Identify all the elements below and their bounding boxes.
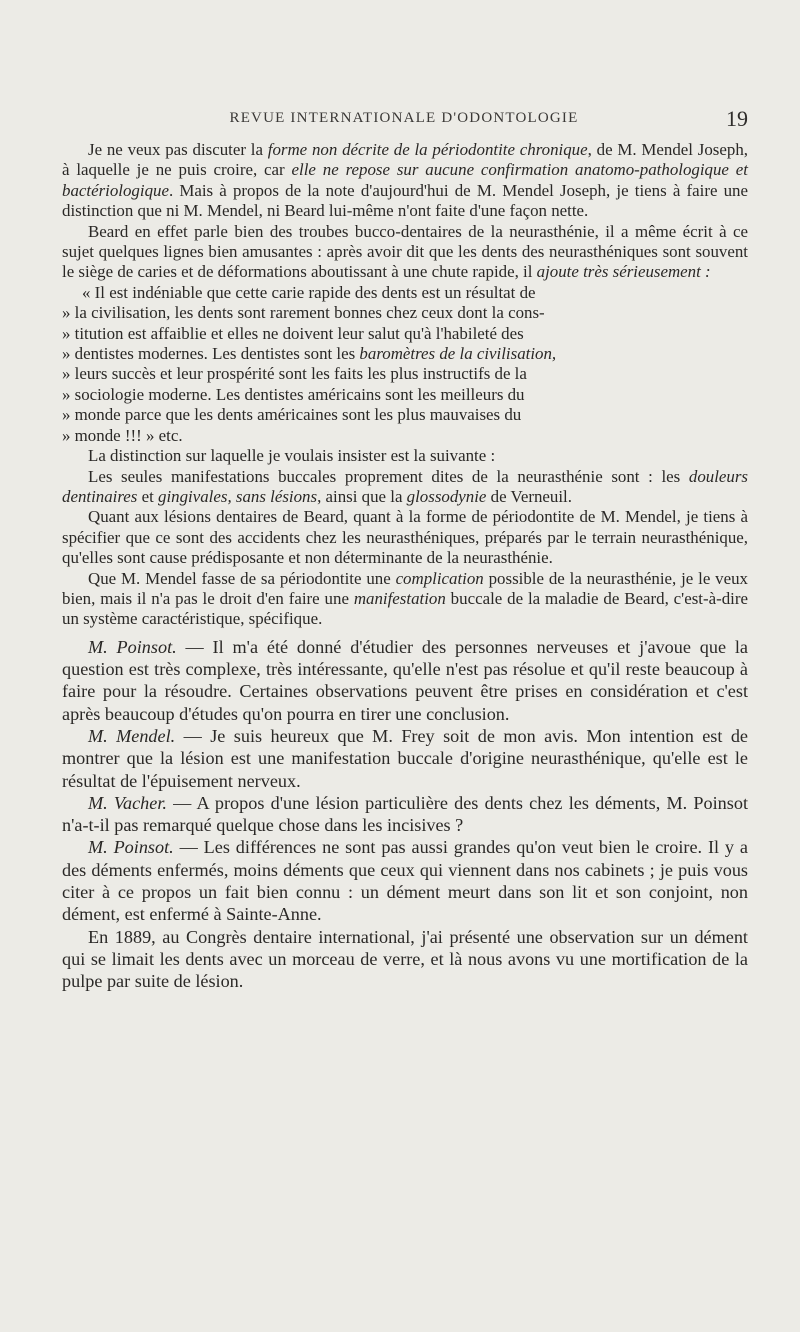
paragraph-lesions: Quant aux lésions dentaires de Beard, quant à la forme de périodontite de M. Mendel, je tiens à spécifier que ce sont des accidents chez les neurasthéniques, préparés par le terrain neurasthénique, qu'elles sont cause prédisposante et non déterminante de la neurasthénie. (62, 507, 748, 568)
text-run: . Mais à propos de la note d'aujourd'hui de M. Mendel Joseph, je tiens à faire une distinction que ni M. Mendel, ni Beard lui-même n'ont faite d'une façon nette. (62, 180, 748, 221)
italic-run: glossodynie (406, 486, 487, 506)
text-run: , de M. Mendel Joseph, à laquelle je ne puis croire, car (62, 140, 748, 180)
paragraph-forme-non-decrite (62, 140, 748, 222)
text-run: Beard en effet parle bien des troubes bucco-dentaires de la neurasthénie, il a même écrit à ce sujet quelques lignes bien amusantes : après avoir dit que les dents des neurasthéniques sont souvent le siège de caries et de déformations aboutissant à une chute rapide, il (62, 221, 748, 282)
paragraph-distinction: La distinction sur laquelle je voulais insister est la suivante : (88, 446, 496, 466)
italic-run: gingivales, sans lésions (158, 486, 318, 506)
text-run: de Verneuil. (486, 486, 572, 506)
italic-run: manifestation (353, 588, 446, 608)
text-run: Je ne veux pas discuter la (88, 140, 268, 159)
discussion-poinsot (62, 636, 748, 725)
paragraph-manifestations (62, 467, 748, 508)
body-text (62, 140, 748, 993)
text-run: » dentistes modernes. Les dentistes sont les (62, 344, 360, 364)
paragraph-congres-1889: En 1889, au Congrès dentaire international, j'ai présenté une observation sur un dément qui se limait les dents avec un morceau de verre, et là nous avons vu une mortification de la pulpe par suite de lésion. (62, 926, 748, 992)
quote-line: » leurs succès et leur prospérité sont les faits les plus instructifs de la (62, 364, 527, 384)
page-header (60, 106, 748, 132)
text-run: Que M. Mendel fasse de sa périodontite une (88, 568, 396, 588)
italic-run: complication (395, 568, 484, 588)
discussion-mendel (62, 725, 748, 792)
speaker-name: M. Mendel. (88, 725, 176, 746)
quote-line: » sociologie moderne. Les dentistes américains sont les meilleurs du (62, 384, 525, 404)
italic-run: forme non décrite de la périodontite chronique (267, 140, 588, 159)
running-title: REVUE INTERNATIONALE D'ODONTOLOGIE (229, 110, 579, 126)
discussion-vacher (62, 792, 748, 837)
quote-line: » monde !!! » etc. (62, 425, 183, 445)
text-run: possible de la neurasthénie, je le veux bien, mais il n'a pas le droit d'en faire une (62, 568, 748, 608)
speech-text: — Je suis heureux que M. Frey soit de mon avis. Mon intention est de montrer que la lésion est une manifestation buccale d'origine neurasthénique, qu'elle est le résultat de l'épuisement nerveux. (62, 725, 749, 791)
discussion-poinsot-2 (62, 836, 748, 925)
text-run: buccale de la maladie de Beard, c'est-à-dire un système caractéristique, spécifique. (62, 588, 748, 629)
text-run: Les seules manifestations buccales proprement dites de la neurasthénie sont : les (88, 466, 689, 486)
quote-line: » monde parce que les dents américaines sont les plus mauvaises du (62, 405, 522, 425)
italic-run: ajoute très sérieusement : (536, 262, 711, 282)
italic-run: baromètres de la civilisation, (359, 344, 557, 364)
speaker-name: M. Vacher. (88, 792, 167, 813)
speech-text: — Il m'a été donné d'étudier des personnes nerveuses et j'avoue que la question est très complexe, très intéressante, qu'elle n'est pas résolue et qu'il reste beaucoup à faire pour la résoudre. Certaines observations peuvent être prises en considération et c'est après beaucoup d'études qu'on pourra en tirer une conclusion. (62, 636, 748, 724)
page-number: 19 (726, 106, 748, 131)
text-run: et (137, 486, 159, 506)
quote-line: » titution est affaiblie et elles ne doivent leur salut qu'à l'habileté des (62, 323, 524, 343)
speech-text: — A propos d'une lésion particulière des dents chez les déments, M. Poinsot n'a-t-il pas remarqué quelque chose dans les incisives ? (62, 792, 749, 836)
speaker-name: M. Poinsot. (88, 636, 177, 657)
paragraph-beard (62, 222, 748, 283)
paragraph-complication (62, 569, 748, 630)
quote-line (62, 344, 748, 364)
italic-run: douleurs dentinaires (62, 466, 748, 506)
speech-text: — Les différences ne sont pas aussi grandes qu'on veut bien le croire. Il y a des déments enfermés, moins déments que ceux qui viennent dans nos cabinets ; je puis vous citer à ce propos un fait bien connu : un dément meurt dans son lit et son conjoint, non dément, est enfermé à Sainte-Anne. (62, 837, 748, 925)
quote-line: « Il est indéniable que cette carie rapide des dents est un résultat de (82, 282, 536, 302)
italic-run: elle ne repose sur aucune confirmation anatomo-pathologique et bactériologique (62, 160, 748, 200)
speaker-name: M. Poinsot. (88, 837, 174, 858)
quote-line: » la civilisation, les dents sont rarement bonnes chez ceux dont la cons- (62, 303, 545, 323)
text-run: , ainsi que la (317, 486, 407, 506)
